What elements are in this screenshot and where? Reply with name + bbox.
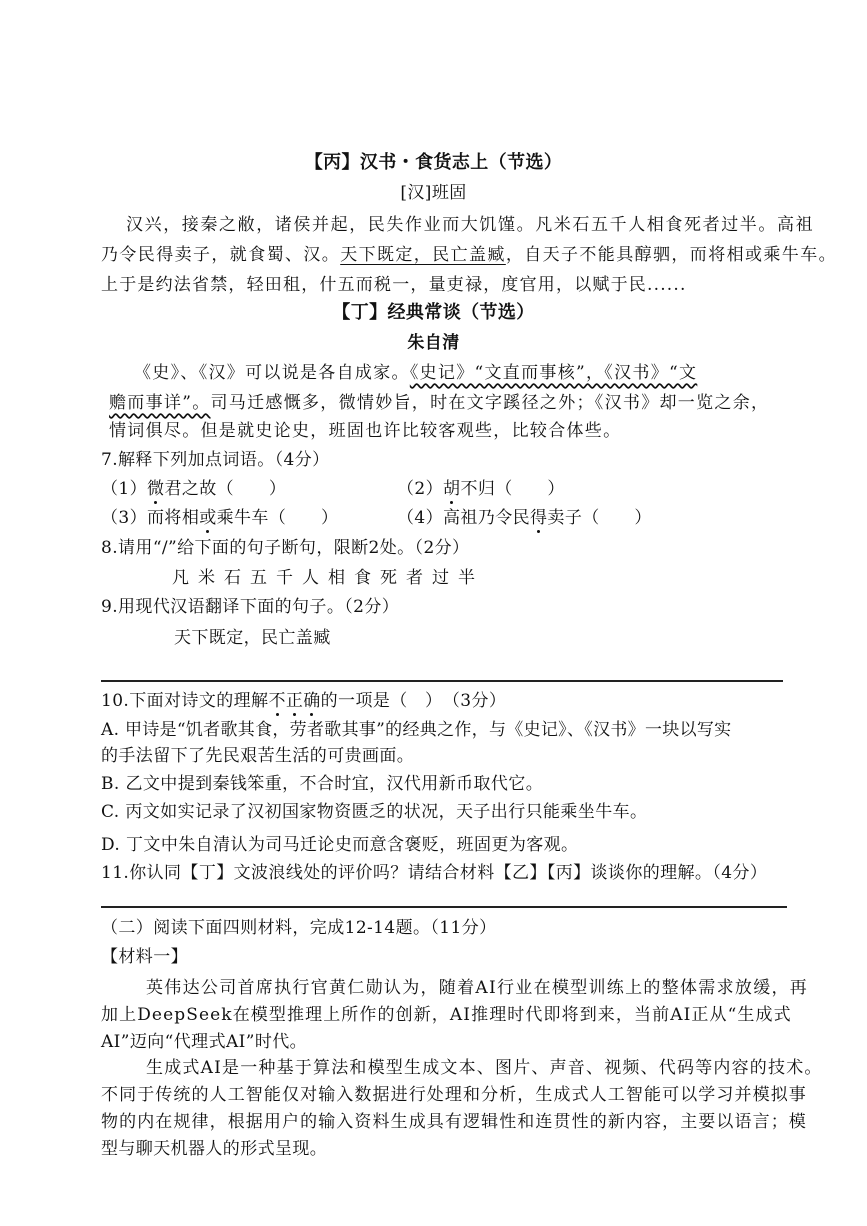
q8-stem: 8.请用“/”给下面的句子断句，限断2处。（2分）	[101, 538, 470, 558]
material-1-p2-line-1: 生成式AI是一种基于算法和模型生成文本、图片、声音、视频、代码等内容的技术。	[146, 1058, 823, 1078]
q10-stem-a: 10.下面对诗文的理解	[101, 691, 269, 711]
q10-dotted-3: 确	[303, 691, 321, 711]
q8-sentence: 凡米石五千人相食死者过半	[172, 568, 484, 588]
q7-stem: 7.解释下列加点词语。（4分）	[101, 450, 330, 470]
ding-line-3: 情词俱尽。但是就史论史，班固也许比较客观些，比较合体些。	[109, 421, 622, 441]
q7-item-4-rest: 卖子（ ）	[547, 508, 652, 528]
q10-dotted-2: 正	[285, 691, 304, 711]
material-1-p1-line-1: 英伟达公司首席执行官黄仁勋认为，随着AI行业在模型训练上的整体需求放缓，再	[146, 978, 809, 998]
ding-title: 【丁】经典常谈（节选）	[332, 302, 535, 323]
q7-item-2-dotted: 胡	[443, 479, 461, 499]
answer-line-q9	[101, 680, 783, 682]
q7-item-4-num: （4）高祖乃令民	[397, 508, 531, 528]
part2-stem: （二）阅读下面四则材料，完成12-14题。（11分）	[101, 918, 497, 938]
q7-item-2	[397, 478, 565, 500]
material-1-p1-line-2: 加上DeepSeek在模型推理上所作的创新，AI推理时代即将到来，当前AI正从“生成式	[101, 1005, 792, 1025]
q10-dotted-1: 不	[268, 691, 286, 711]
q10-option-a-line-1: A. 甲诗是“饥者歌其食，劳者歌其事”的经典之作，与《史记》、《汉书》一块以写实	[101, 720, 732, 740]
q9-sentence: 天下既定，民亡盖臧	[174, 628, 331, 648]
q7-item-3-num: （3）而将相	[101, 508, 200, 528]
material-1-label: 【材料一】	[101, 947, 188, 967]
q10-option-b: B. 乙文中提到秦钱笨重，不合时宜，汉代用新币取代它。	[101, 774, 544, 794]
q7-item-4	[397, 507, 652, 529]
q7-item-3-dotted: 或	[199, 508, 217, 528]
ding-wavy-2: 赡而事详”。	[109, 393, 211, 413]
q7-item-1	[101, 478, 286, 500]
material-1-p2-line-2: 不同于传统的人工智能仅对输入数据进行处理和分析，生成式人工智能可以学习并模拟事	[101, 1085, 807, 1105]
ding-line-2-b: 司马迁感慨多，微情妙旨，时在文字蹊径之外；《汉书》却一览之余，	[210, 393, 770, 413]
bing-line-2-a: 乃令民得卖子，就食蜀、汉。	[101, 245, 341, 265]
answer-line-q11	[101, 906, 787, 908]
q7-item-2-num: （2）	[397, 479, 444, 499]
ding-line-1	[134, 362, 697, 384]
q10-option-d: D. 丁文中朱自清认为司马迁论史而意含褒贬，班固更为客观。	[101, 835, 579, 855]
q7-item-2-rest: 不归（ ）	[460, 479, 565, 499]
bing-author: [汉]班固	[400, 183, 467, 203]
q10-stem	[101, 690, 506, 712]
q10-option-c: C. 丙文如实记录了汉初国家物资匮乏的状况，天子出行只能乘坐牛车。	[101, 802, 648, 822]
q7-item-1-dotted: 微	[147, 479, 165, 499]
ding-author: 朱自清	[407, 333, 460, 353]
bing-line-2-b: ，自天子不能具醇驷，而将相或乘牛车。	[505, 245, 838, 265]
q9-stem: 9.用现代汉语翻译下面的句子。（2分）	[101, 597, 400, 617]
q10-option-a-line-2: 的手法留下了先民艰苦生活的可贵画面。	[101, 746, 415, 766]
bing-line-1: 汉兴，接秦之敝，诸侯并起，民失作业而大饥馑。凡米石五千人相食死者过半。高祖	[126, 215, 815, 235]
q7-item-3	[101, 507, 338, 529]
bing-title: 【丙】汉书・食货志上（节选）	[304, 152, 563, 173]
q7-item-1-num: （1）	[101, 479, 148, 499]
material-1-p2-line-4: 型与聊天机器人的形式呈现。	[101, 1139, 328, 1159]
material-1-p1-line-3: AI”迈向“代理式AI”时代。	[101, 1032, 308, 1052]
q7-item-1-rest: 君之故（ ）	[164, 479, 287, 499]
material-1-p2-line-3: 物的内在规律，根据用户的输入资料生成具有逻辑性和连贯性的新内容，主要以语言；模	[101, 1112, 807, 1132]
bing-underlined: 天下既定，民亡盖臧	[340, 245, 506, 265]
bing-line-3: 上于是约法省禁，轻田租，什五而税一，量吏禄，度官用，以赋于民......	[101, 275, 687, 295]
ding-wavy-1: 《史记》“文直而事核”，《汉书》“文	[409, 363, 698, 383]
ding-line-2	[109, 392, 769, 414]
q10-stem-b: 的一项是（ ） （3分）	[320, 691, 507, 711]
bing-line-2	[101, 244, 837, 266]
ding-line-1-a: 《史》、《汉》可以说是各自成家。	[134, 363, 410, 383]
q7-item-3-rest: 乘牛车（ ）	[216, 508, 339, 528]
q11-stem: 11.你认同【丁】文波浪线处的评价吗？请结合材料【乙】【丙】谈谈你的理解。（4分）	[101, 863, 768, 883]
q7-item-4-dotted: 得	[530, 508, 548, 528]
